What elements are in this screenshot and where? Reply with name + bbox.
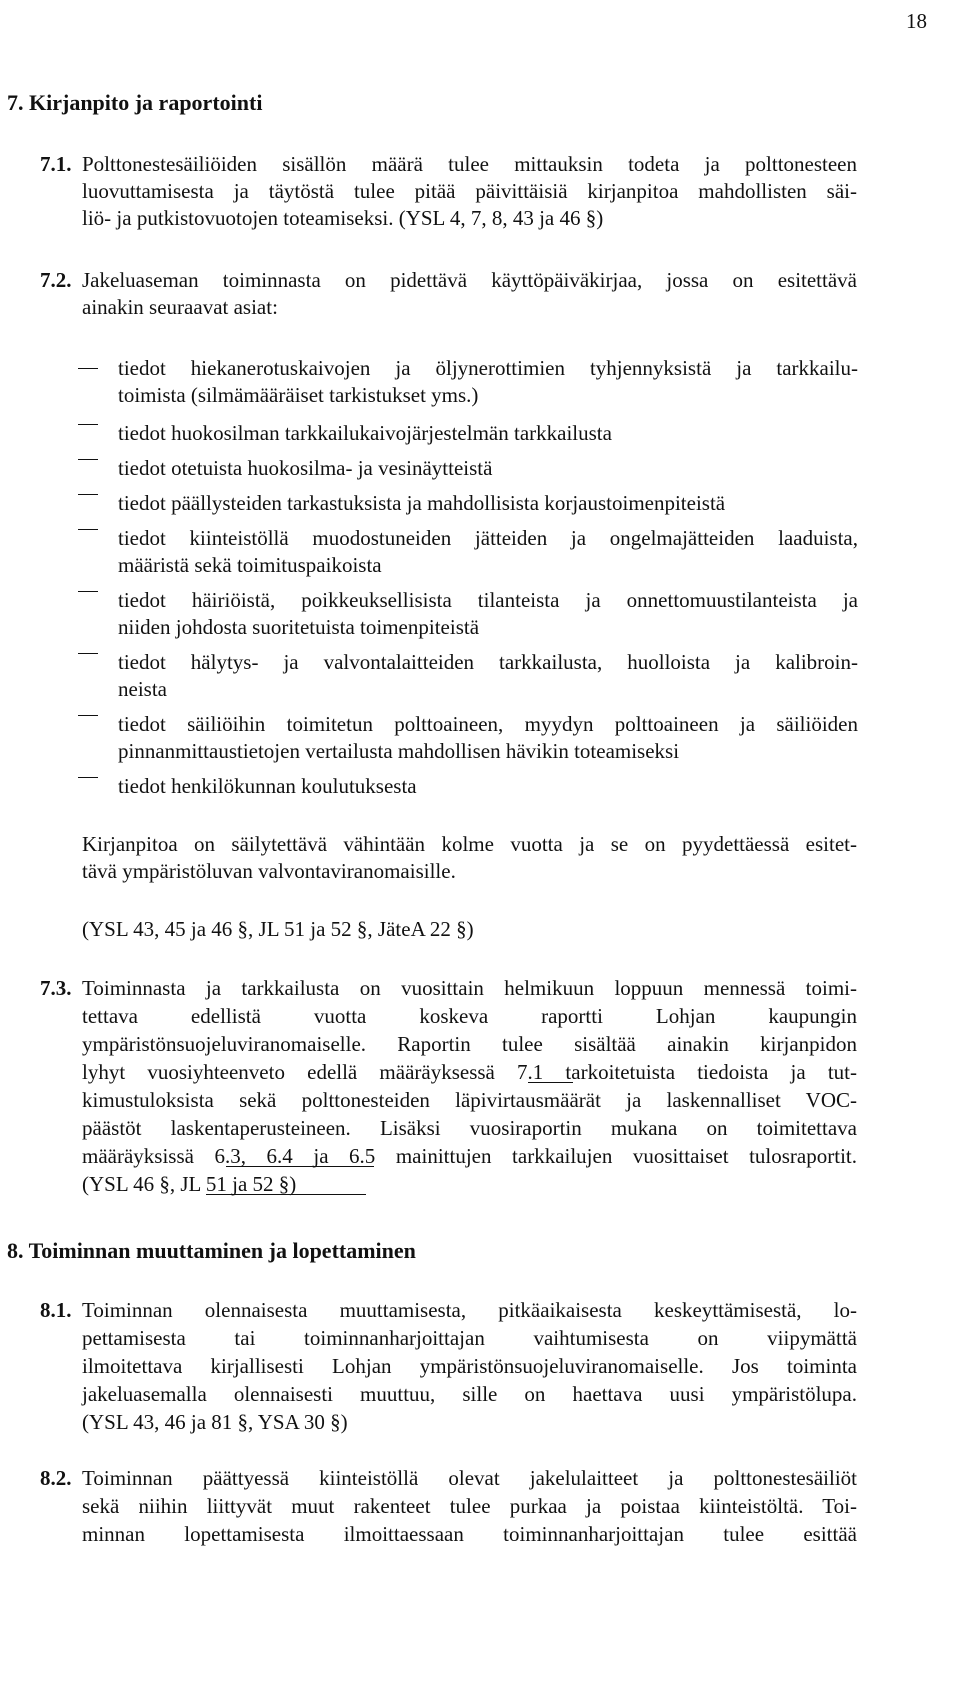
list-item: tiedot kiinteistöllä muodostuneiden jätteiden ja ongelmajätteiden laaduista, bbox=[118, 526, 858, 550]
underline-mark bbox=[528, 1082, 573, 1083]
list-item: tiedot hälytys- ja valvontalaitteiden tarkkailusta, huolloista ja kalibroin- bbox=[118, 650, 858, 674]
list-item: tiedot henkilökunnan koulutuksesta bbox=[118, 774, 417, 798]
s82-line: minnan lopettamisesta ilmoittaessaan toiminnanharjoittajan tulee esittää bbox=[82, 1522, 857, 1546]
list-item: tiedot häiriöistä, poikkeuksellisista tilanteista ja onnettomuustilanteista ja bbox=[118, 588, 858, 612]
list-item: tiedot hiekanerotuskaivojen ja öljynerottimien tyhjennyksistä ja tarkkailu- bbox=[118, 356, 858, 380]
s82-line: sekä niihin liittyvät muut rakenteet tulee purkaa ja poistaa kiinteistöltä. Toi- bbox=[82, 1494, 857, 1518]
s71-line: liö- ja putkistovuotojen toteamiseksi. (YSL 4, 7, 8, 43 ja 46 §) bbox=[82, 206, 604, 230]
s81-line: ilmoitettava kirjallisesti Lohjan ympäristönsuojeluviranomaiselle. Jos toiminta bbox=[82, 1354, 857, 1378]
list-item: tiedot säiliöihin toimitetun polttoaineen, myydyn polttoaineen ja säiliöiden bbox=[118, 712, 858, 736]
subsection-number-7-3: 7.3. bbox=[40, 976, 72, 1000]
dash-bullet bbox=[78, 494, 98, 495]
s81-line: (YSL 43, 46 ja 81 §, YSA 30 §) bbox=[82, 1410, 348, 1434]
s81-line: Toiminnan olennaisesta muuttamisesta, pitkäaikaisesta keskeyttämisestä, lo- bbox=[82, 1298, 857, 1322]
list-item: tiedot päällysteiden tarkastuksista ja mahdollisista korjaustoimenpiteistä bbox=[118, 491, 726, 515]
dash-bullet bbox=[78, 529, 98, 530]
list-item-continuation: määristä sekä toimituspaikoista bbox=[118, 553, 382, 577]
s71-line: Polttonestesäiliöiden sisällön määrä tulee mittauksin todeta ja polttonesteen bbox=[82, 152, 857, 176]
page-number: 18 bbox=[906, 9, 927, 33]
dash-bullet bbox=[78, 368, 98, 369]
dash-bullet bbox=[78, 653, 98, 654]
s73-line: kimustuloksista sekä polttonesteiden läpivirtausmäärät ja laskennalliset VOC- bbox=[82, 1088, 857, 1112]
s73-line: lyhyt vuosiyhteenveto edellä määräyksessä 7.1 tarkoitetuista tiedoista ja tut- bbox=[82, 1060, 857, 1084]
s72-after-line: tävä ympäristöluvan valvontaviranomaisille. bbox=[82, 859, 456, 883]
s81-line: pettamisesta tai toiminnanharjoittajan vaihtumisesta on viipymättä bbox=[82, 1326, 857, 1350]
subsection-number-8-2: 8.2. bbox=[40, 1466, 72, 1490]
underline-mark bbox=[206, 1194, 366, 1195]
list-item-continuation: toimista (silmämääräiset tarkistukset yms.) bbox=[118, 383, 479, 407]
list-item-continuation: neista bbox=[118, 677, 167, 701]
s73-line: (YSL 46 §, JL 51 ja 52 §) bbox=[82, 1172, 297, 1196]
section-7-heading: 7. Kirjanpito ja raportointi bbox=[7, 90, 263, 115]
s73-line: tettava edellistä vuotta koskeva raportti Lohjan kaupungin bbox=[82, 1004, 857, 1028]
list-item: tiedot huokosilman tarkkailukaivojärjestelmän tarkkailusta bbox=[118, 421, 612, 445]
section-8-heading: 8. Toiminnan muuttaminen ja lopettaminen bbox=[7, 1238, 416, 1263]
s73-line: päästöt laskentaperusteineen. Lisäksi vuosiraportin mukana on toimitettava bbox=[82, 1116, 857, 1140]
dash-bullet bbox=[78, 459, 98, 460]
s71-line: luovuttamisesta ja täytöstä tulee pitää päivittäisiä kirjanpitoa mahdollisten säi- bbox=[82, 179, 857, 203]
dash-bullet bbox=[78, 591, 98, 592]
s73-line: Toiminnasta ja tarkkailusta on vuosittain helmikuun loppuun mennessä toimi- bbox=[82, 976, 857, 1000]
list-item-continuation: pinnanmittaustietojen vertailusta mahdollisen hävikin toteamiseksi bbox=[118, 739, 680, 763]
subsection-number-7-1: 7.1. bbox=[40, 152, 72, 176]
subsection-number-8-1: 8.1. bbox=[40, 1298, 72, 1322]
list-item-continuation: niiden johdosta suoritetuista toimenpiteistä bbox=[118, 615, 480, 639]
underline-mark bbox=[226, 1166, 374, 1167]
dash-bullet bbox=[78, 715, 98, 716]
s73-line: ympäristönsuojeluviranomaiselle. Raportin tulee sisältää ainakin kirjanpidon bbox=[82, 1032, 857, 1056]
dash-bullet bbox=[78, 424, 98, 425]
s81-line: jakeluasemalla olennaisesti muuttuu, sille on haettava uusi ympäristölupa. bbox=[82, 1382, 857, 1406]
s72-line: ainakin seuraavat asiat: bbox=[82, 295, 278, 319]
s82-line: Toiminnan päättyessä kiinteistöllä olevat jakelulaitteet ja polttonestesäiliöt bbox=[82, 1466, 857, 1490]
dash-bullet bbox=[78, 777, 98, 778]
list-item: tiedot otetuista huokosilma- ja vesinäytteistä bbox=[118, 456, 493, 480]
subsection-number-7-2: 7.2. bbox=[40, 268, 72, 292]
s72-reference: (YSL 43, 45 ja 46 §, JL 51 ja 52 §, JäteA 22 §) bbox=[82, 917, 474, 941]
s72-after-line: Kirjanpitoa on säilytettävä vähintään kolme vuotta ja se on pyydettäessä esitet- bbox=[82, 832, 857, 856]
s72-line: Jakeluaseman toiminnasta on pidettävä käyttöpäiväkirjaa, jossa on esitettävä bbox=[82, 268, 857, 292]
s73-line: määräyksissä 6.3, 6.4 ja 6.5 mainittujen tarkkailujen vuosittaiset tulosraportit. bbox=[82, 1144, 857, 1168]
